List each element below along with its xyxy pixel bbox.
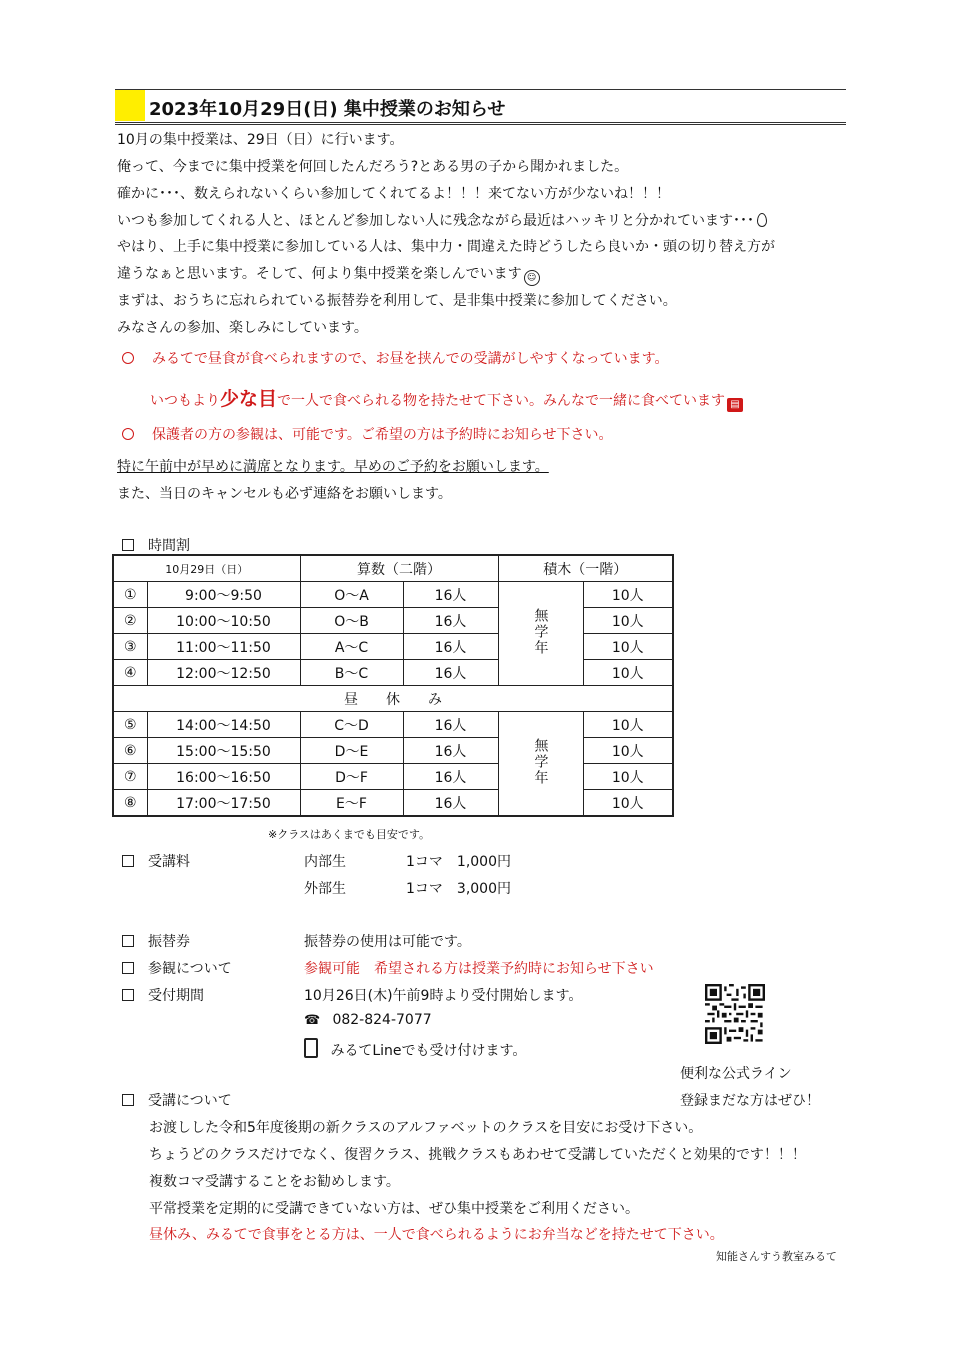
smile-face-icon: ☺ <box>524 270 540 286</box>
intro-line-3: 確かに･･･、数えられないくらい参加してくれてるよ！！！来てない方が少ないね！！！ <box>117 186 670 202</box>
phone-line <box>304 1012 432 1028</box>
row-class: B～C <box>300 660 403 686</box>
row-class: O～A <box>300 582 403 608</box>
fee-internal-label: 内部生 <box>304 854 346 870</box>
bento-icon: ▤ <box>727 398 743 412</box>
row-class: D～E <box>300 738 403 764</box>
transfer-text: 振替券の使用は可能です。 <box>304 934 471 950</box>
row-math-capacity: 16人 <box>403 608 498 634</box>
date-header: 10月29日（日） <box>113 555 300 582</box>
row-time: 9:00～9:50 <box>147 582 300 608</box>
row-time: 16:00～16:50 <box>147 764 300 790</box>
table-row <box>113 712 673 738</box>
row-blocks-capacity: 10人 <box>583 608 673 634</box>
intro-line-7: まずは、おうちに忘れられている振替券を利用して、是非集中授業に参加してください。 <box>117 293 677 309</box>
row-math-capacity: 16人 <box>403 764 498 790</box>
fee-external-label: 外部生 <box>304 881 346 897</box>
lunch-detail <box>150 384 743 412</box>
reception-text: 10月26日(木)午前9時より受付開始します。 <box>304 988 583 1004</box>
row-class: D～F <box>300 764 403 790</box>
table-row <box>113 790 673 817</box>
fee-external-price: 1コマ 3,000円 <box>406 881 511 897</box>
row-number: ② <box>113 608 147 634</box>
checkbox-icon <box>122 989 134 1001</box>
phone-number[interactable]: 082-824-7077 <box>332 1012 432 1028</box>
smartphone-icon <box>304 1038 318 1058</box>
math-header: 算数（二階） <box>300 555 498 582</box>
checkbox-icon <box>122 962 134 974</box>
row-blocks-capacity: 10人 <box>583 712 673 738</box>
row-blocks-capacity: 10人 <box>583 790 673 817</box>
fee-label-text: 受講料 <box>148 854 190 870</box>
row-number: ⑦ <box>113 764 147 790</box>
checkbox-icon <box>122 935 134 947</box>
checkbox-icon <box>122 539 134 551</box>
qr-code-icon[interactable] <box>705 984 765 1044</box>
checkbox-icon <box>122 1094 134 1106</box>
transfer-label <box>122 931 190 951</box>
row-class: C～D <box>300 712 403 738</box>
no-grade-label: 無学年 <box>532 607 549 656</box>
sweat-drop-icon <box>757 213 767 227</box>
line-app-text: みるてLineでも受け付けます。 <box>330 1043 527 1059</box>
reception-label <box>122 985 204 1005</box>
intro-line-6: 違うなぁと思います。そして、何より集中授業を楽しんでいます <box>117 266 522 282</box>
intro-line-4-wrap <box>117 210 767 230</box>
title-bar <box>115 89 846 125</box>
row-blocks-capacity: 10人 <box>583 582 673 608</box>
row-number: ③ <box>113 634 147 660</box>
schedule-label <box>122 535 190 555</box>
lunch-detail-post: で一人で食べられる物を持たせて下さい。みんなで一緒に食べています <box>277 393 726 409</box>
row-math-capacity: 16人 <box>403 790 498 817</box>
course-line-2: ちょうどのクラスだけでなく、復習クラス、挑戦クラスもあわせて受講していただくと効果的です！！！ <box>149 1147 806 1163</box>
lunch-note <box>122 348 668 368</box>
row-blocks-capacity: 10人 <box>583 738 673 764</box>
reserve-note: 特に午前中が早めに満席となります。早めのご予約をお願いします。 <box>117 459 549 475</box>
lunch-break-label: 昼 休 み <box>113 686 673 712</box>
course-line-1: お渡しした令和5年度後期の新クラスのアルファベットのクラスを目安にお受け下さい。 <box>149 1120 703 1136</box>
fee-internal-price: 1コマ 1,000円 <box>406 854 511 870</box>
table-row <box>113 634 673 660</box>
row-math-capacity: 16人 <box>403 738 498 764</box>
lunch-note-text: みるてで昼食が食べられますので、お昼を挟んでの受講がしやすくなっています。 <box>152 351 669 367</box>
course-label <box>122 1090 232 1110</box>
intro-line-6-wrap <box>117 263 540 286</box>
phone-icon: ☎ <box>304 1013 321 1028</box>
row-class: A～C <box>300 634 403 660</box>
row-time: 10:00～10:50 <box>147 608 300 634</box>
circle-bullet-icon <box>122 352 134 364</box>
table-row <box>113 582 673 608</box>
row-time: 15:00～15:50 <box>147 738 300 764</box>
row-math-capacity: 16人 <box>403 712 498 738</box>
qr-caption-2: 登録まだな方はぜひ！ <box>680 1093 820 1109</box>
reception-label-text: 受付期間 <box>148 988 204 1004</box>
table-row <box>113 608 673 634</box>
cancel-note: また、当日のキャンセルも必ず連絡をお願いします。 <box>117 486 452 502</box>
lunch-detail-pre: いつもより <box>150 393 220 409</box>
visit-label <box>122 958 232 978</box>
signature: 知能さんすう教室みるて <box>716 1250 837 1263</box>
intro-line-8: みなさんの参加、楽しみにしています。 <box>117 320 368 336</box>
no-grade-label: 無学年 <box>532 737 549 786</box>
row-math-capacity: 16人 <box>403 660 498 686</box>
line-app-line <box>304 1038 526 1060</box>
row-time: 14:00～14:50 <box>147 712 300 738</box>
row-blocks-capacity: 10人 <box>583 660 673 686</box>
row-number: ⑥ <box>113 738 147 764</box>
lunch-break-row <box>113 686 673 712</box>
intro-line-4: いつも参加してくれる人と、ほとんど参加しない人に残念ながら最近はハッキリと分かれています･･･ <box>117 213 754 229</box>
schedule-label-text: 時間割 <box>148 538 190 554</box>
row-number: ⑧ <box>113 790 147 817</box>
no-grade-cell-am <box>498 582 583 686</box>
parents-note <box>122 424 612 444</box>
timetable-header-row <box>113 555 673 582</box>
row-math-capacity: 16人 <box>403 582 498 608</box>
table-row <box>113 738 673 764</box>
circle-bullet-icon <box>122 428 134 440</box>
row-number: ⑤ <box>113 712 147 738</box>
visit-text: 参観可能 希望される方は授業予約時にお知らせ下さい <box>304 961 654 977</box>
course-label-text: 受講について <box>148 1093 232 1109</box>
table-row <box>113 764 673 790</box>
timetable <box>112 554 674 817</box>
row-class: E～F <box>300 790 403 817</box>
row-class: O～B <box>300 608 403 634</box>
qr-caption-1: 便利な公式ライン <box>680 1066 792 1082</box>
class-footnote: ※クラスはあくまでも目安です。 <box>268 828 431 841</box>
no-grade-cell-pm <box>498 712 583 817</box>
row-time: 12:00～12:50 <box>147 660 300 686</box>
intro-line-2: 俺って、今までに集中授業を何回したんだろう?とある男の子から聞かれました。 <box>117 159 629 175</box>
checkbox-icon <box>122 855 134 867</box>
row-number: ① <box>113 582 147 608</box>
title-highlight-mark <box>115 90 145 121</box>
course-line-4: 平常授業を定期的に受講できていない方は、ぜひ集中授業をご利用ください。 <box>149 1201 639 1217</box>
course-red-line: 昼休み、みるてで食事をとる方は、一人で食べられるようにお弁当などを持たせて下さい。 <box>149 1227 724 1243</box>
row-time: 17:00～17:50 <box>147 790 300 817</box>
parents-note-text: 保護者の方の参観は、可能です。ご希望の方は予約時にお知らせ下さい。 <box>152 427 613 443</box>
row-number: ④ <box>113 660 147 686</box>
row-time: 11:00～11:50 <box>147 634 300 660</box>
intro-line-1: 10月の集中授業は、29日（日）に行います。 <box>117 132 404 148</box>
blocks-header: 積木（一階） <box>498 555 673 582</box>
table-row <box>113 660 673 686</box>
transfer-label-text: 振替券 <box>148 934 190 950</box>
page-title: 2023年10月29日(日) 集中授業のお知らせ <box>149 99 506 120</box>
visit-label-text: 参観について <box>148 961 232 977</box>
row-blocks-capacity: 10人 <box>583 764 673 790</box>
course-line-3: 複数コマ受講することをお勧めします。 <box>149 1174 400 1190</box>
row-math-capacity: 16人 <box>403 634 498 660</box>
intro-line-5: やはり、上手に集中授業に参加している人は、集中力・間違えた時どうしたら良いか・頭の切り替え方が <box>117 239 775 255</box>
lunch-detail-emphasis: 少な目 <box>220 388 278 410</box>
fee-label <box>122 851 190 871</box>
row-blocks-capacity: 10人 <box>583 634 673 660</box>
